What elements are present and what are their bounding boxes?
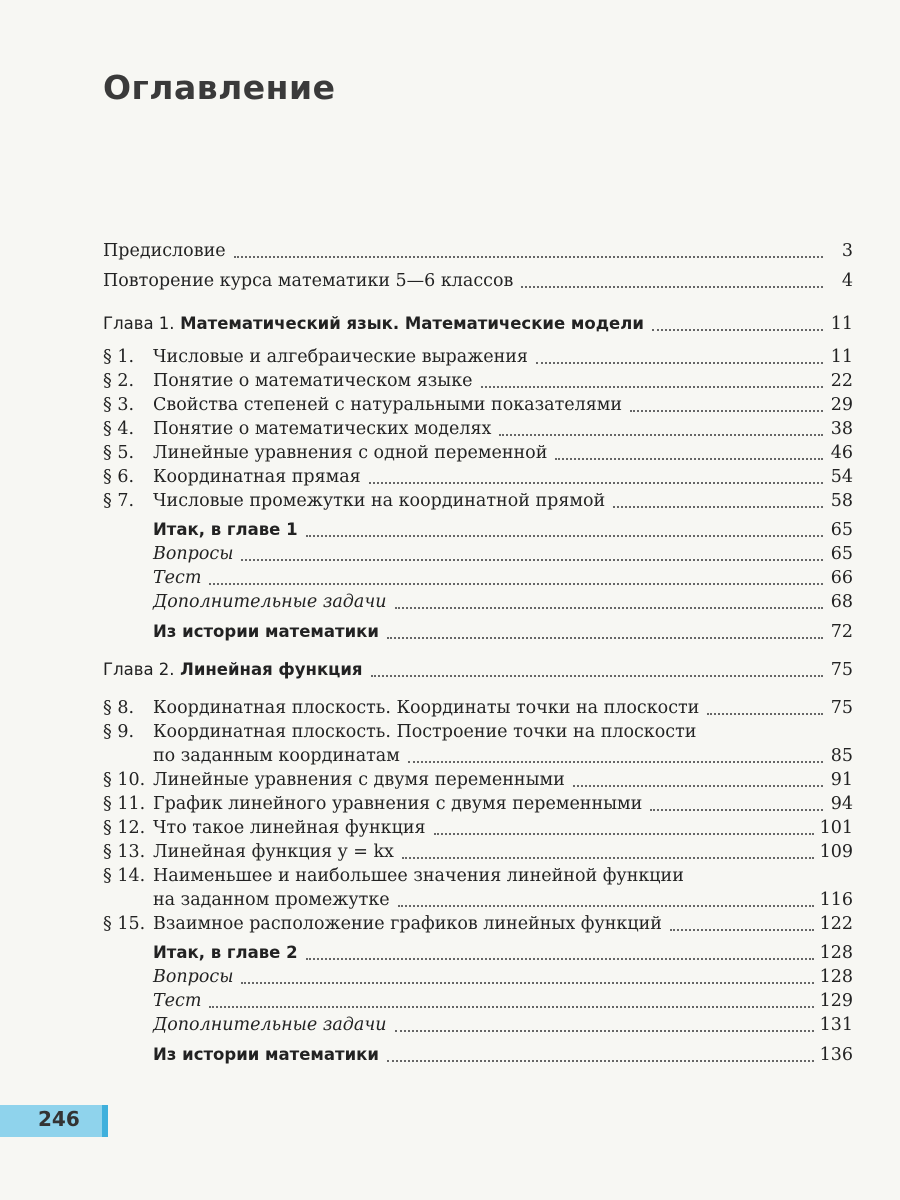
section-number: § 4. bbox=[103, 419, 135, 439]
section-number: § 8. bbox=[103, 698, 135, 718]
entry-page: 38 bbox=[830, 419, 853, 439]
toc-section[interactable] bbox=[103, 697, 853, 719]
toc-test[interactable] bbox=[103, 567, 853, 589]
entry-page: 122 bbox=[819, 914, 853, 934]
entry-page: 75 bbox=[830, 660, 853, 680]
entry-page: 3 bbox=[841, 241, 853, 261]
section-title: Числовые промежутки на координатной прямой bbox=[153, 491, 606, 511]
section-title-line2: на заданном промежутке bbox=[153, 890, 390, 910]
toc-section[interactable] bbox=[103, 490, 853, 512]
section-number: § 15. bbox=[103, 914, 146, 934]
entry-page: 4 bbox=[841, 271, 853, 291]
toc-test[interactable] bbox=[103, 990, 853, 1012]
entry-title: Повторение курса математики 5—6 классов bbox=[103, 271, 514, 291]
toc-section[interactable] bbox=[103, 841, 853, 863]
toc-section[interactable] bbox=[103, 394, 853, 416]
section-title-line2: по заданным координатам bbox=[153, 746, 400, 766]
questions-title: Вопросы bbox=[153, 967, 234, 987]
page-number-tab-edge bbox=[102, 1105, 108, 1137]
toc-history[interactable] bbox=[103, 1044, 853, 1066]
entry-page: 101 bbox=[819, 818, 853, 838]
entry-page: 109 bbox=[819, 842, 853, 862]
toc-questions[interactable] bbox=[103, 543, 853, 565]
entry-title: Предисловие bbox=[103, 241, 226, 261]
toc-questions[interactable] bbox=[103, 966, 853, 988]
extra-title: Дополнительные задачи bbox=[153, 592, 387, 612]
history-title: Из истории математики bbox=[153, 622, 379, 641]
toc-chapter-2[interactable] bbox=[103, 659, 853, 681]
entry-page: 128 bbox=[819, 943, 853, 963]
toc-chapter-summary[interactable] bbox=[103, 519, 853, 541]
entry-page: 68 bbox=[830, 592, 853, 612]
section-number: § 6. bbox=[103, 467, 135, 487]
entry-page: 94 bbox=[830, 794, 853, 814]
toc-section[interactable] bbox=[103, 370, 853, 392]
section-title: График линейного уравнения с двумя переменными bbox=[153, 794, 643, 814]
section-number: § 1. bbox=[103, 347, 135, 367]
section-title: Координатная плоскость. Построение точки на плоскости bbox=[153, 722, 697, 742]
section-title: Наименьшее и наибольшее значения линейной функции bbox=[153, 866, 684, 886]
section-number: § 14. bbox=[103, 866, 146, 886]
toc-section-continued[interactable] bbox=[103, 889, 853, 911]
section-title: Линейные уравнения с двумя переменными bbox=[153, 770, 565, 790]
entry-page: 136 bbox=[819, 1045, 853, 1065]
entry-page: 58 bbox=[830, 491, 853, 511]
section-title: Взаимное расположение графиков линейных функций bbox=[153, 914, 662, 934]
section-title: Свойства степеней с натуральными показателями bbox=[153, 395, 623, 415]
toc-chapter-summary[interactable] bbox=[103, 942, 853, 964]
chapter-prefix: Глава 1. bbox=[103, 314, 175, 333]
entry-page: 66 bbox=[830, 568, 853, 588]
questions-title: Вопросы bbox=[153, 544, 234, 564]
section-number: § 12. bbox=[103, 818, 146, 838]
section-number: § 10. bbox=[103, 770, 146, 790]
section-title: Понятие о математических моделях bbox=[153, 419, 492, 439]
section-number: § 13. bbox=[103, 842, 146, 862]
summary-title: Итак, в главе 2 bbox=[153, 943, 298, 962]
entry-page: 91 bbox=[830, 770, 853, 790]
toc-section[interactable] bbox=[103, 418, 853, 440]
toc-section[interactable] bbox=[103, 769, 853, 791]
toc-entry-review[interactable] bbox=[103, 270, 853, 292]
chapter-title: Математический язык. Математические модели bbox=[180, 314, 644, 333]
entry-page: 116 bbox=[819, 890, 853, 910]
page-title: Оглавление bbox=[103, 68, 336, 107]
toc-section[interactable] bbox=[103, 346, 853, 368]
entry-page: 129 bbox=[819, 991, 853, 1011]
section-title: Линейная функция y = kx bbox=[153, 842, 394, 862]
toc-section[interactable] bbox=[103, 793, 853, 815]
chapter-prefix: Глава 2. bbox=[103, 660, 175, 679]
section-number: § 9. bbox=[103, 722, 135, 742]
entry-page: 72 bbox=[830, 622, 853, 642]
toc-section[interactable] bbox=[103, 865, 853, 887]
summary-title: Итак, в главе 1 bbox=[153, 520, 298, 539]
toc-section[interactable] bbox=[103, 817, 853, 839]
extra-title: Дополнительные задачи bbox=[153, 1015, 387, 1035]
toc-chapter-1[interactable] bbox=[103, 313, 853, 335]
test-title: Тест bbox=[153, 568, 202, 588]
history-title: Из истории математики bbox=[153, 1045, 379, 1064]
entry-page: 46 bbox=[830, 443, 853, 463]
entry-page: 85 bbox=[830, 746, 853, 766]
toc-entry-preface[interactable] bbox=[103, 240, 853, 262]
section-title: Координатная прямая bbox=[153, 467, 361, 487]
entry-page: 11 bbox=[830, 347, 853, 367]
section-number: § 3. bbox=[103, 395, 135, 415]
entry-page: 22 bbox=[830, 371, 853, 391]
test-title: Тест bbox=[153, 991, 202, 1011]
section-title: Понятие о математическом языке bbox=[153, 371, 473, 391]
toc-extra-problems[interactable] bbox=[103, 1014, 853, 1036]
entry-page: 29 bbox=[830, 395, 853, 415]
section-number: § 2. bbox=[103, 371, 135, 391]
section-number: § 7. bbox=[103, 491, 135, 511]
page-number: 246 bbox=[38, 1107, 80, 1131]
entry-page: 65 bbox=[830, 544, 853, 564]
entry-page: 128 bbox=[819, 967, 853, 987]
toc-history[interactable] bbox=[103, 621, 853, 643]
section-title: Числовые и алгебраические выражения bbox=[153, 347, 528, 367]
toc-extra-problems[interactable] bbox=[103, 591, 853, 613]
section-title: Что такое линейная функция bbox=[153, 818, 426, 838]
chapter-title: Линейная функция bbox=[180, 660, 363, 679]
toc-section[interactable] bbox=[103, 442, 853, 464]
entry-page: 131 bbox=[819, 1015, 853, 1035]
toc-section[interactable] bbox=[103, 721, 853, 743]
section-title: Линейные уравнения с одной переменной bbox=[153, 443, 548, 463]
entry-page: 75 bbox=[830, 698, 853, 718]
toc-section[interactable] bbox=[103, 913, 853, 935]
toc-section-continued[interactable] bbox=[103, 745, 853, 767]
entry-page: 65 bbox=[830, 520, 853, 540]
entry-page: 11 bbox=[830, 314, 853, 334]
entry-page: 54 bbox=[830, 467, 853, 487]
section-number: § 5. bbox=[103, 443, 135, 463]
section-title: Координатная плоскость. Координаты точки на плоскости bbox=[153, 698, 700, 718]
section-number: § 11. bbox=[103, 794, 146, 814]
toc-section[interactable] bbox=[103, 466, 853, 488]
